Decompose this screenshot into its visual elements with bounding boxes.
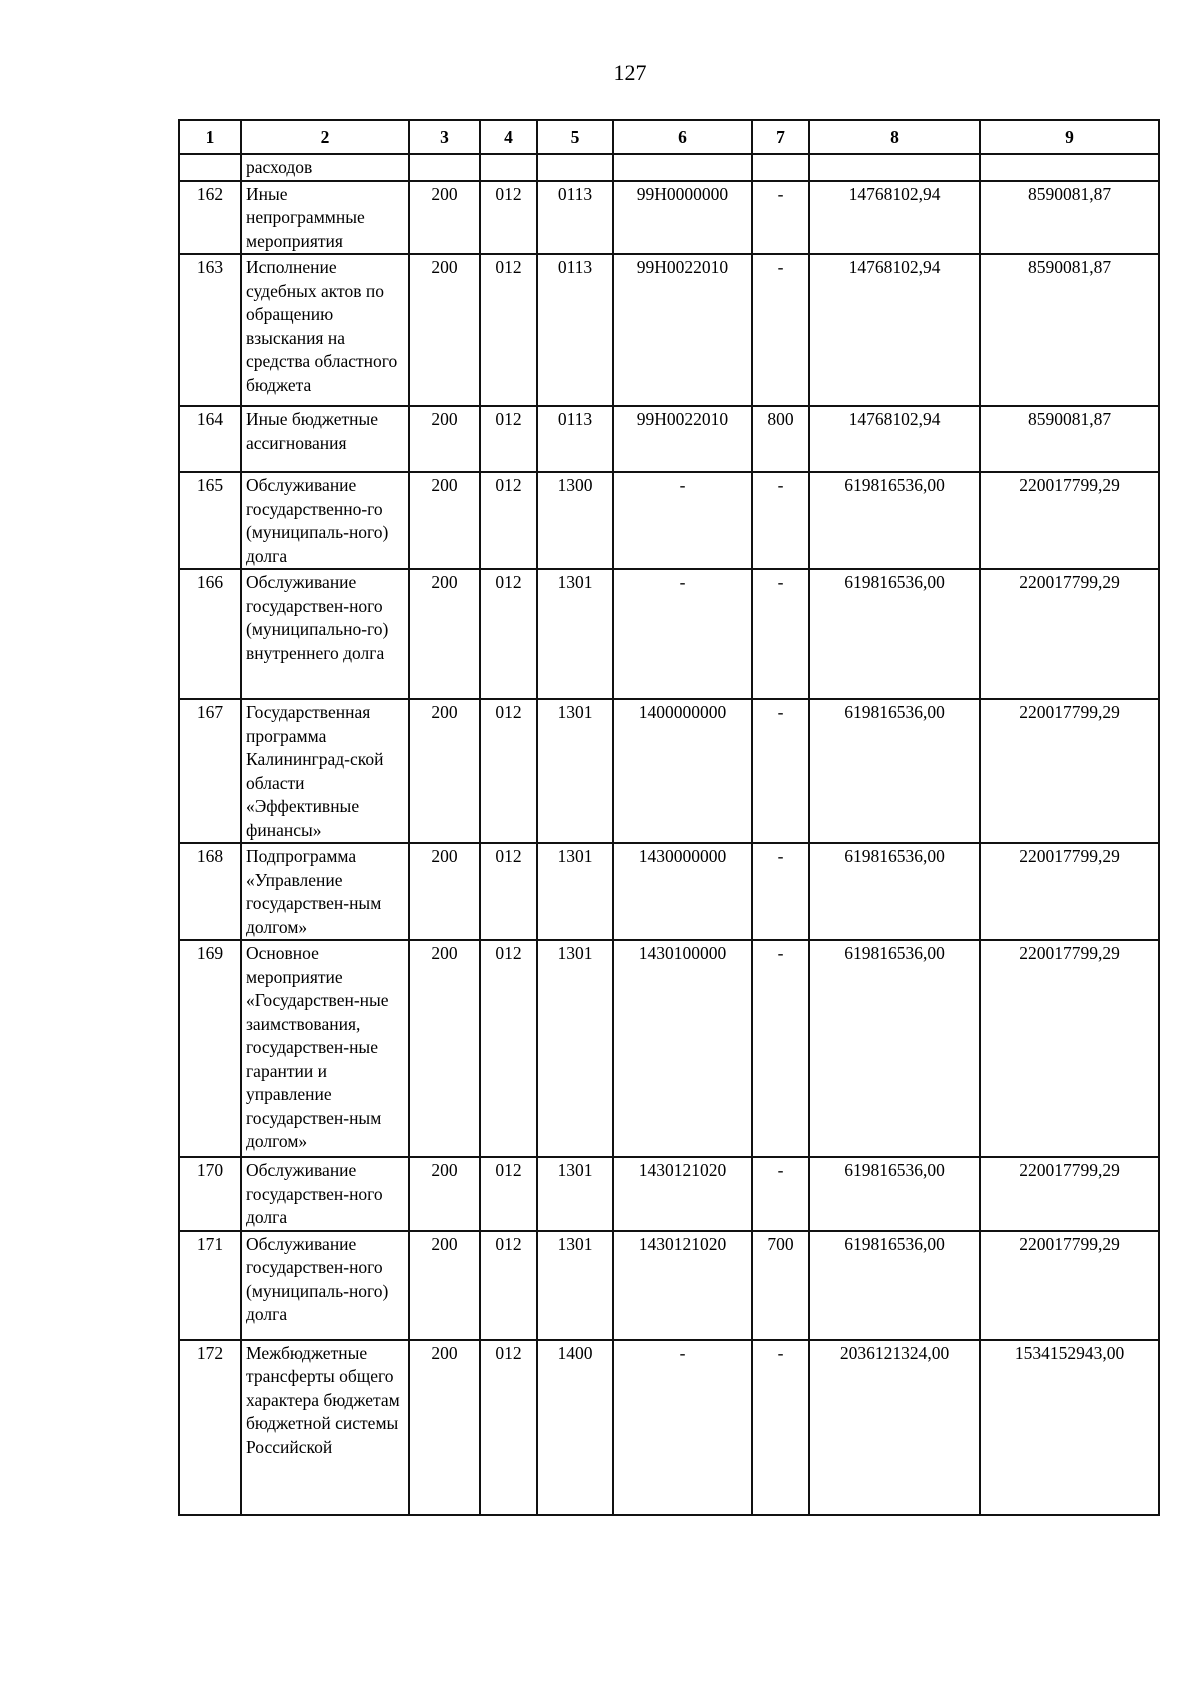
col7-cell: - bbox=[752, 940, 809, 1157]
col9-amount-cell: 220017799,29 bbox=[980, 1157, 1159, 1231]
row-name-cell: Обслуживание государствен-ного долга bbox=[241, 1157, 409, 1231]
col4-cell: 012 bbox=[480, 940, 537, 1157]
col8-amount-cell: 619816536,00 bbox=[809, 843, 980, 940]
row-number-cell: 165 bbox=[179, 472, 241, 569]
col3-cell: 200 bbox=[409, 472, 480, 569]
col8-amount-cell: 14768102,94 bbox=[809, 406, 980, 472]
col3-cell: 200 bbox=[409, 1231, 480, 1340]
column-header: 2 bbox=[241, 120, 409, 154]
header-row bbox=[179, 120, 1159, 154]
column-header: 9 bbox=[980, 120, 1159, 154]
col9-amount-cell: 8590081,87 bbox=[980, 406, 1159, 472]
row-number-cell: 169 bbox=[179, 940, 241, 1157]
col5-cell: 1301 bbox=[537, 699, 613, 843]
col5-cell bbox=[537, 154, 613, 181]
row-number-cell bbox=[179, 154, 241, 181]
table-row bbox=[179, 406, 1159, 472]
col7-cell: - bbox=[752, 699, 809, 843]
col7-cell bbox=[752, 154, 809, 181]
col8-amount-cell: 2036121324,00 bbox=[809, 1340, 980, 1515]
row-name-cell: Исполнение судебных актов по обращению взыскания на средства областного бюджета bbox=[241, 254, 409, 406]
col6-cell: 99Н0022010 bbox=[613, 406, 752, 472]
col9-amount-cell: 220017799,29 bbox=[980, 699, 1159, 843]
col7-cell: 800 bbox=[752, 406, 809, 472]
row-name-cell: Обслуживание государствен-ного (муниципаль-ного) долга bbox=[241, 1231, 409, 1340]
col9-amount-cell bbox=[980, 154, 1159, 181]
table-row bbox=[179, 181, 1159, 255]
col4-cell: 012 bbox=[480, 569, 537, 699]
col5-cell: 1301 bbox=[537, 1157, 613, 1231]
row-name-cell: Основное мероприятие «Государствен-ные заимствования, государствен-ные гарантии и управление государствен-ным долгом» bbox=[241, 940, 409, 1157]
row-number-cell: 170 bbox=[179, 1157, 241, 1231]
row-name-cell: Межбюджетные трансферты общего характера бюджетам бюджетной системы Российской bbox=[241, 1340, 409, 1515]
table-row bbox=[179, 1340, 1159, 1515]
col4-cell: 012 bbox=[480, 843, 537, 940]
col4-cell: 012 bbox=[480, 1231, 537, 1340]
col5-cell: 1400 bbox=[537, 1340, 613, 1515]
table-row bbox=[179, 699, 1159, 843]
col6-cell: 1430100000 bbox=[613, 940, 752, 1157]
col8-amount-cell: 14768102,94 bbox=[809, 254, 980, 406]
col8-amount-cell: 619816536,00 bbox=[809, 1231, 980, 1340]
col3-cell: 200 bbox=[409, 569, 480, 699]
col6-cell: 1400000000 bbox=[613, 699, 752, 843]
row-number-cell: 163 bbox=[179, 254, 241, 406]
col5-cell: 0113 bbox=[537, 254, 613, 406]
col3-cell: 200 bbox=[409, 406, 480, 472]
col9-amount-cell: 8590081,87 bbox=[980, 181, 1159, 255]
col8-amount-cell bbox=[809, 154, 980, 181]
row-number-cell: 164 bbox=[179, 406, 241, 472]
col3-cell: 200 bbox=[409, 843, 480, 940]
col7-cell: - bbox=[752, 569, 809, 699]
col4-cell: 012 bbox=[480, 1340, 537, 1515]
table-row bbox=[179, 472, 1159, 569]
col7-cell: - bbox=[752, 843, 809, 940]
column-header: 6 bbox=[613, 120, 752, 154]
col8-amount-cell: 619816536,00 bbox=[809, 1157, 980, 1231]
col5-cell: 1301 bbox=[537, 1231, 613, 1340]
col6-cell: 99Н0022010 bbox=[613, 254, 752, 406]
col9-amount-cell: 1534152943,00 bbox=[980, 1340, 1159, 1515]
col5-cell: 1301 bbox=[537, 940, 613, 1157]
row-name-cell: Государственная программа Калининград-ской области «Эффективные финансы» bbox=[241, 699, 409, 843]
col8-amount-cell: 619816536,00 bbox=[809, 569, 980, 699]
row-name-cell: Иные бюджетные ассигнования bbox=[241, 406, 409, 472]
table-row bbox=[179, 940, 1159, 1157]
table-row bbox=[179, 254, 1159, 406]
col9-amount-cell: 220017799,29 bbox=[980, 472, 1159, 569]
table-row bbox=[179, 1231, 1159, 1340]
budget-table bbox=[178, 119, 1160, 1516]
col5-cell: 0113 bbox=[537, 406, 613, 472]
column-header: 4 bbox=[480, 120, 537, 154]
col4-cell: 012 bbox=[480, 181, 537, 255]
col4-cell: 012 bbox=[480, 406, 537, 472]
row-number-cell: 162 bbox=[179, 181, 241, 255]
col5-cell: 0113 bbox=[537, 181, 613, 255]
col3-cell: 200 bbox=[409, 1340, 480, 1515]
col9-amount-cell: 8590081,87 bbox=[980, 254, 1159, 406]
col8-amount-cell: 619816536,00 bbox=[809, 472, 980, 569]
col3-cell: 200 bbox=[409, 699, 480, 843]
row-number-cell: 168 bbox=[179, 843, 241, 940]
col4-cell: 012 bbox=[480, 1157, 537, 1231]
col6-cell: - bbox=[613, 472, 752, 569]
column-header: 8 bbox=[809, 120, 980, 154]
col7-cell: - bbox=[752, 1340, 809, 1515]
col9-amount-cell: 220017799,29 bbox=[980, 1231, 1159, 1340]
row-name-cell: Иные непрограммные мероприятия bbox=[241, 181, 409, 255]
column-header: 7 bbox=[752, 120, 809, 154]
col6-cell: 1430000000 bbox=[613, 843, 752, 940]
column-header: 3 bbox=[409, 120, 480, 154]
col6-cell: 99Н0000000 bbox=[613, 181, 752, 255]
table-row bbox=[179, 569, 1159, 699]
col3-cell: 200 bbox=[409, 254, 480, 406]
col3-cell: 200 bbox=[409, 1157, 480, 1231]
col6-cell: - bbox=[613, 1340, 752, 1515]
col7-cell: - bbox=[752, 472, 809, 569]
row-number-cell: 172 bbox=[179, 1340, 241, 1515]
col4-cell: 012 bbox=[480, 472, 537, 569]
col6-cell: 1430121020 bbox=[613, 1231, 752, 1340]
col7-cell: 700 bbox=[752, 1231, 809, 1340]
col9-amount-cell: 220017799,29 bbox=[980, 569, 1159, 699]
col7-cell: - bbox=[752, 254, 809, 406]
col6-cell bbox=[613, 154, 752, 181]
col4-cell: 012 bbox=[480, 699, 537, 843]
col8-amount-cell: 14768102,94 bbox=[809, 181, 980, 255]
table-row bbox=[179, 843, 1159, 940]
row-number-cell: 167 bbox=[179, 699, 241, 843]
col4-cell bbox=[480, 154, 537, 181]
row-name-cell: Обслуживание государствен-ного (муниципально-го) внутреннего долга bbox=[241, 569, 409, 699]
col8-amount-cell: 619816536,00 bbox=[809, 940, 980, 1157]
col8-amount-cell: 619816536,00 bbox=[809, 699, 980, 843]
row-number-cell: 171 bbox=[179, 1231, 241, 1340]
col6-cell: - bbox=[613, 569, 752, 699]
row-name-cell: Обслуживание государственно-го (муниципаль-ного) долга bbox=[241, 472, 409, 569]
table-row bbox=[179, 1157, 1159, 1231]
column-header: 5 bbox=[537, 120, 613, 154]
table-row bbox=[179, 154, 1159, 181]
col4-cell: 012 bbox=[480, 254, 537, 406]
col3-cell bbox=[409, 154, 480, 181]
col5-cell: 1300 bbox=[537, 472, 613, 569]
col9-amount-cell: 220017799,29 bbox=[980, 940, 1159, 1157]
col6-cell: 1430121020 bbox=[613, 1157, 752, 1231]
row-number-cell: 166 bbox=[179, 569, 241, 699]
col3-cell: 200 bbox=[409, 181, 480, 255]
column-header: 1 bbox=[179, 120, 241, 154]
col7-cell: - bbox=[752, 1157, 809, 1231]
col9-amount-cell: 220017799,29 bbox=[980, 843, 1159, 940]
col7-cell: - bbox=[752, 181, 809, 255]
col3-cell: 200 bbox=[409, 940, 480, 1157]
col5-cell: 1301 bbox=[537, 569, 613, 699]
col5-cell: 1301 bbox=[537, 843, 613, 940]
page-number: 127 bbox=[613, 60, 647, 85]
row-name-cell: расходов bbox=[241, 154, 409, 181]
row-name-cell: Подпрограмма «Управление государствен-ным долгом» bbox=[241, 843, 409, 940]
